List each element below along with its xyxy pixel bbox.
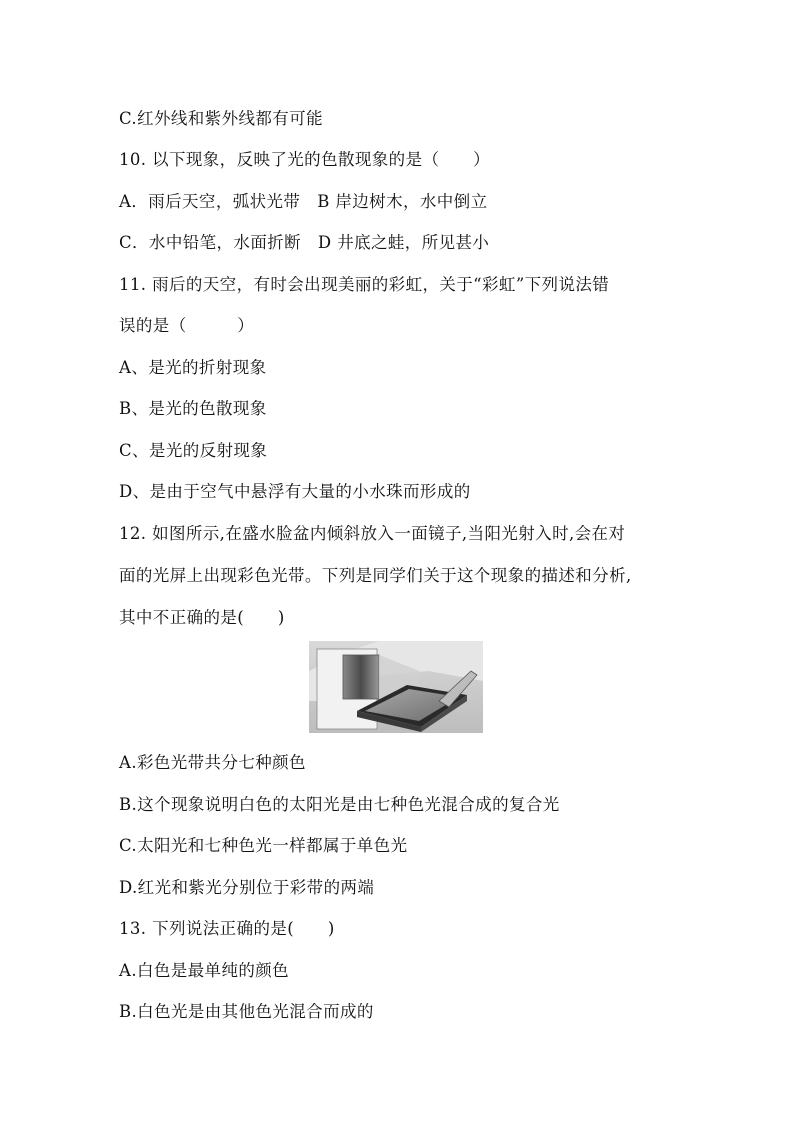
question-11-stem-line2: 误的是（ ）	[119, 316, 255, 335]
question-11-option-d: D、是由于空气中悬浮有大量的小水珠而形成的	[119, 482, 471, 501]
question-13-option-a: A.白色是最单纯的颜色	[119, 961, 290, 980]
question-13-stem: 13. 下列说法正确的是( )	[119, 919, 335, 938]
question-12-stem-line2: 面的光屏上出现彩色光带。下列是同学们关于这个现象的描述和分析,	[119, 566, 632, 585]
question-12-option-a: A.彩色光带共分七种颜色	[119, 753, 306, 772]
basin-mirror-illustration	[309, 641, 483, 733]
question-12-stem-line1: 12. 如图所示,在盛水脸盆内倾斜放入一面镜子,当阳光射入时,会在对	[119, 524, 626, 543]
question-10-stem: 10. 以下现象，反映了光的色散现象的是（ ）	[119, 150, 491, 169]
option-9c: C.红外线和紫外线都有可能	[119, 109, 323, 128]
question-12-option-c: C.太阳光和七种色光一样都属于单色光	[119, 836, 408, 855]
question-10-options-ab: A．雨后天空，弧状光带 B 岸边树木，水中倒立	[119, 192, 488, 211]
question-12-stem-line3: 其中不正确的是( )	[119, 608, 285, 627]
question-10-options-cd: C．水中铅笔，水面折断 D 井底之蛙，所见甚小	[119, 233, 490, 252]
basin-mirror-figure	[309, 641, 483, 733]
question-11-option-c: C、是光的反射现象	[119, 441, 268, 460]
question-11-stem-line1: 11. 雨后的天空，有时会出现美丽的彩虹，关于“彩虹”下列说法错	[119, 275, 610, 294]
question-12-option-b: B.这个现象说明白色的太阳光是由七种色光混合成的复合光	[119, 795, 560, 814]
question-13-option-b: B.白色光是由其他色光混合而成的	[119, 1002, 374, 1021]
question-11-option-b: B、是光的色散现象	[119, 399, 267, 418]
question-11-option-a: A、是光的折射现象	[119, 358, 267, 377]
question-12-option-d: D.红光和紫光分别位于彩带的两端	[119, 878, 375, 897]
